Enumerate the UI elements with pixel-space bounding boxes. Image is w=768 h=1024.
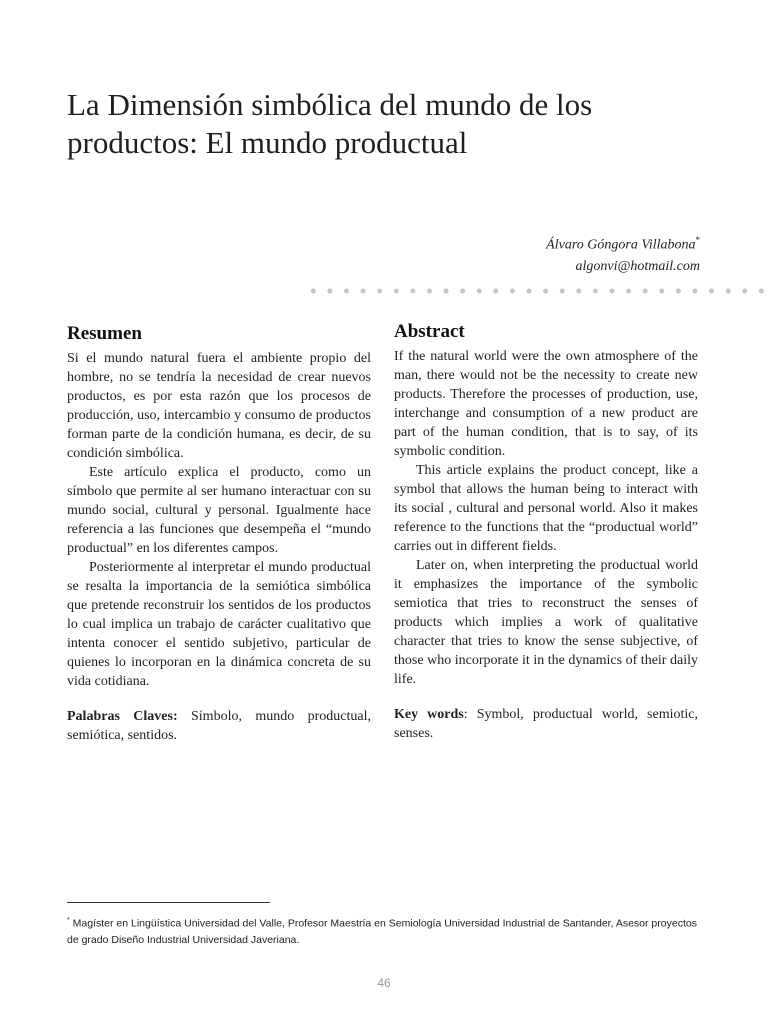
footnote-marker: * (67, 917, 70, 924)
resumen-keywords-label: Palabras Claves: (67, 709, 178, 724)
dotted-divider (305, 286, 768, 296)
abstract-paragraph-3: Later on, when interpreting the productual world it emphasizes the importance of the symbolic semiotica that tries to reconstruct the senses of products which implies a work of qualitative character that tries to know the sense subjective, of those who incorporate it in the dynamics of their daily life. (394, 558, 698, 687)
resumen-paragraph-1: Si el mundo natural fuera el ambiente propio del hombre, no se tendría la necesidad de crear nuevos productos, es por esta razón que los procesos de producción, uso, intercambio y consumo de productos forman parte de la condición humana, es decir, de su condición simbólica. (67, 351, 371, 461)
footnote (67, 913, 701, 948)
author-footnote-marker: * (695, 235, 700, 245)
resumen-heading: Resumen (67, 323, 142, 344)
author-line (546, 230, 700, 256)
resumen-keywords (67, 707, 371, 745)
resumen-paragraph-3: Posteriormente al interpretar el mundo productual se resalta la importancia de la semiótica simbólica que pretende reconstruir los sentidos de los productos lo cual implica un trabajo de carácter cualitativo que intenta conocer el sentido subjetivo, particular de quienes lo incorporan en la dinámica concreta de su vida cotidiana. (67, 560, 371, 689)
abstract-keywords (394, 705, 698, 743)
page-number: 46 (377, 976, 391, 990)
author-email: algonvi@hotmail.com (575, 258, 700, 274)
abstract-keywords-text: : Symbol, productual world, semiotic, senses. (394, 707, 698, 741)
resumen-section (67, 322, 371, 745)
abstract-keywords-label: Key words (394, 707, 464, 722)
resumen-paragraph-2: Este artículo explica el producto, como un símbolo que permite al ser humano interactuar con su mundo social, cultural y personal. Igualmente hace referencia a las funciones que desempeña el “mundo productual” en los diferentes campos. (67, 465, 371, 556)
abstract-section (394, 320, 698, 743)
footnote-divider (67, 902, 270, 903)
article-title: La Dimensión simbólica del mundo de los productos: El mundo productual (67, 87, 593, 160)
abstract-paragraph-2: This article explains the product concept, like a symbol that allows the human being to interact with its social , cultural and personal world. Also it makes reference to the functions that the “productual world” carries out in different fields. (394, 463, 698, 554)
resumen-keywords-text: Símbolo, mundo productual, semiótica, sentidos. (67, 709, 371, 743)
abstract-paragraph-1: If the natural world were the own atmosphere of the man, there would not be the necessity to create new products. Therefore the processes of production, use, interchange and consumption of a new product are part of the human condition, that is to say, of its symbolic condition. (394, 349, 698, 459)
author-block (546, 230, 700, 277)
abstract-heading: Abstract (394, 321, 465, 342)
footnote-text: Magíster en Lingüística Universidad del Valle, Profesor Maestría en Semiología Universidad Industrial de Santander, Asesor proyectos de grado Diseño Industrial Universidad Javeriana. (67, 917, 697, 946)
author-name: Álvaro Góngora Villabona (546, 237, 696, 253)
